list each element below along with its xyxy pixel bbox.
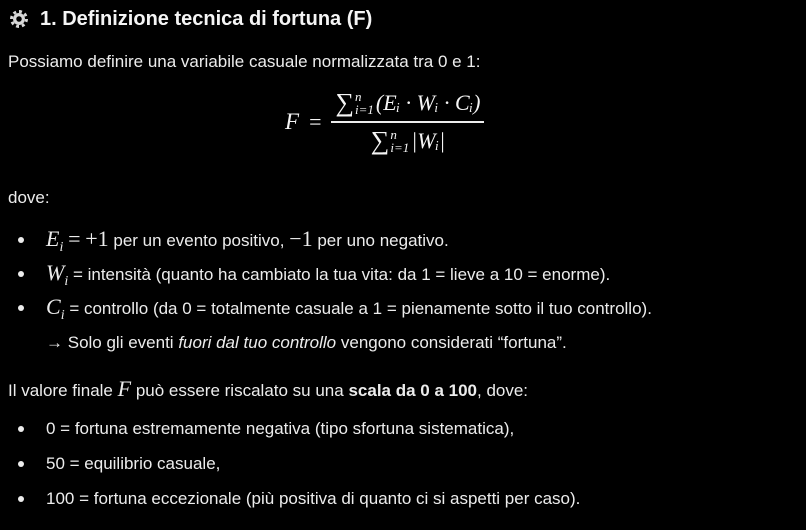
arrow-icon: →: [46, 333, 63, 352]
formula-lhs: F: [285, 108, 300, 134]
sum-limits: n i=1: [390, 126, 410, 155]
scale-list: [0, 411, 580, 516]
scale-item: 100 = fortuna eccezionale (più positiva di quanto ci si aspetti per caso).: [0, 481, 580, 516]
fortune-note: → Solo gli eventi fuori dal tuo controllo vengono considerati “fortuna”.: [46, 333, 567, 352]
gear-icon: [8, 8, 30, 30]
definition-item: $E_i = +1$ per un evento positivo, −1 per uno negativo.: [0, 222, 652, 256]
where-label: dove:: [8, 188, 50, 207]
formula-denominator: [367, 126, 449, 156]
scale-emphasis: scala da 0 a 100: [348, 381, 477, 400]
formula-equals: =: [309, 108, 322, 134]
definition-item: $C_i$ = controllo (da 0 = totalmente casuale a 1 = pienamente sotto il tuo controllo).: [0, 290, 652, 324]
definition-list: [0, 222, 652, 324]
intro-paragraph: Possiamo definire una variabile casuale normalizzata tra 0 e 1:: [8, 52, 481, 71]
sum-limits: n i=1: [355, 89, 374, 117]
note-emphasis: fuori dal tuo controllo: [178, 333, 337, 352]
sum-symbol: ∑: [370, 125, 390, 155]
denominator-expression: |Wᵢ|: [411, 127, 446, 153]
section-heading: [8, 5, 372, 33]
section-title: 1. Definizione tecnica di fortuna (F): [40, 7, 373, 30]
formula-numerator: [331, 88, 484, 118]
scale-sentence: Il valore finale F può essere riscalato su una scala da 0 a 100, dove:: [8, 376, 529, 401]
scale-item: 50 = equilibrio casuale,: [0, 446, 580, 481]
fortune-formula: [285, 88, 484, 156]
sum-symbol: ∑: [335, 88, 355, 117]
numerator-expression: (Eᵢ · Wᵢ · Cᵢ): [375, 90, 481, 115]
fraction-bar: [331, 121, 484, 123]
scale-item: 0 = fortuna estremamente negativa (tipo sfortuna sistematica),: [0, 411, 580, 446]
definition-item: $W_i$ = intensità (quanto ha cambiato la tua vita: da 1 = lieve a 10 = enorme).: [0, 256, 652, 290]
formula-fraction: [331, 88, 484, 156]
